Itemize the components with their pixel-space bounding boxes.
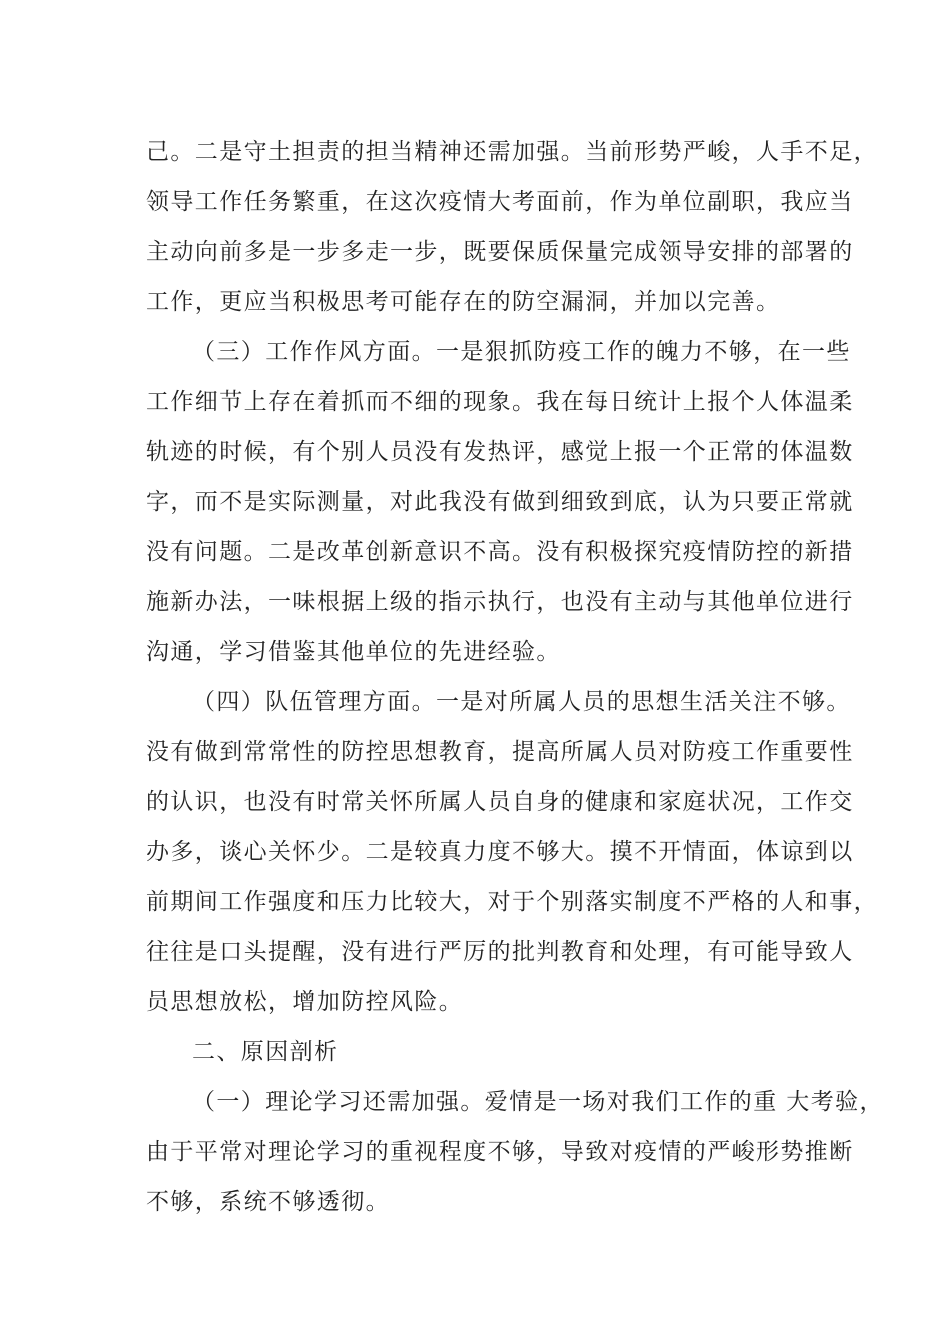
paragraph-line: 主动向前多是一步多走一步，既要保质保量完成领导安排的部署的 [146, 239, 854, 265]
paragraph-line: 办多，谈心关怀少。二是较真力度不够大。摸不开情面，体谅到以 [146, 839, 854, 865]
paragraph-line: 字，而不是实际测量，对此我没有做到细致到底，认为只要正常就 [146, 489, 854, 515]
paragraph-line: 不够，系统不够透彻。 [146, 1189, 390, 1215]
paragraph-line: 由于平常对理论学习的重视程度不够，导致对疫情的严峻形势推断 [146, 1139, 854, 1165]
document-body [146, 127, 884, 1227]
paragraph-line: 员思想放松，增加防控风险。 [146, 989, 464, 1015]
paragraph-line: 没有问题。二是改革创新意识不高。没有积极探究疫情防控的新措 [146, 539, 854, 565]
paragraph-line: 没有做到常常性的防控思想教育，提高所属人员对防疫工作重要性 [146, 739, 854, 765]
paragraph-line: 轨迹的时候，有个别人员没有发热评，感觉上报一个正常的体温数 [146, 439, 854, 465]
paragraph-line: 施新办法，一味根据上级的指示执行，也没有主动与其他单位进行 [146, 589, 854, 615]
paragraph-line: 沟通，学习借鉴其他单位的先进经验。 [146, 639, 561, 665]
paragraph-line: 往往是口头提醒，没有进行严厉的批判教育和处理，有可能导致人 [146, 939, 854, 965]
section-heading: 二、原因剖析 [192, 1039, 339, 1065]
paragraph-line: 工作，更应当积极思考可能存在的防空漏洞，并加以完善。 [146, 289, 781, 315]
paragraph-line: 前期间工作强度和压力比较大，对于个别落实制度不严格的人和事， [146, 889, 878, 915]
paragraph-line: （四）队伍管理方面。一是对所属人员的思想生活关注不够。 [192, 689, 851, 715]
paragraph-line: 己。二是守土担责的担当精神还需加强。当前形势严峻，人手不足， [146, 139, 878, 165]
paragraph-line: （三）工作作风方面。一是狠抓防疫工作的魄力不够，在一些 [192, 339, 851, 365]
paragraph-line: （一）理论学习还需加强。爱情是一场对我们工作的重 大考验， [192, 1089, 884, 1115]
paragraph-line: 的认识，也没有时常关怀所属人员自身的健康和家庭状况，工作交 [146, 789, 854, 815]
paragraph-line: 工作细节上存在着抓而不细的现象。我在每日统计上报个人体温柔 [146, 389, 854, 415]
paragraph-line: 领导工作任务繁重，在这次疫情大考面前，作为单位副职，我应当 [146, 189, 854, 215]
